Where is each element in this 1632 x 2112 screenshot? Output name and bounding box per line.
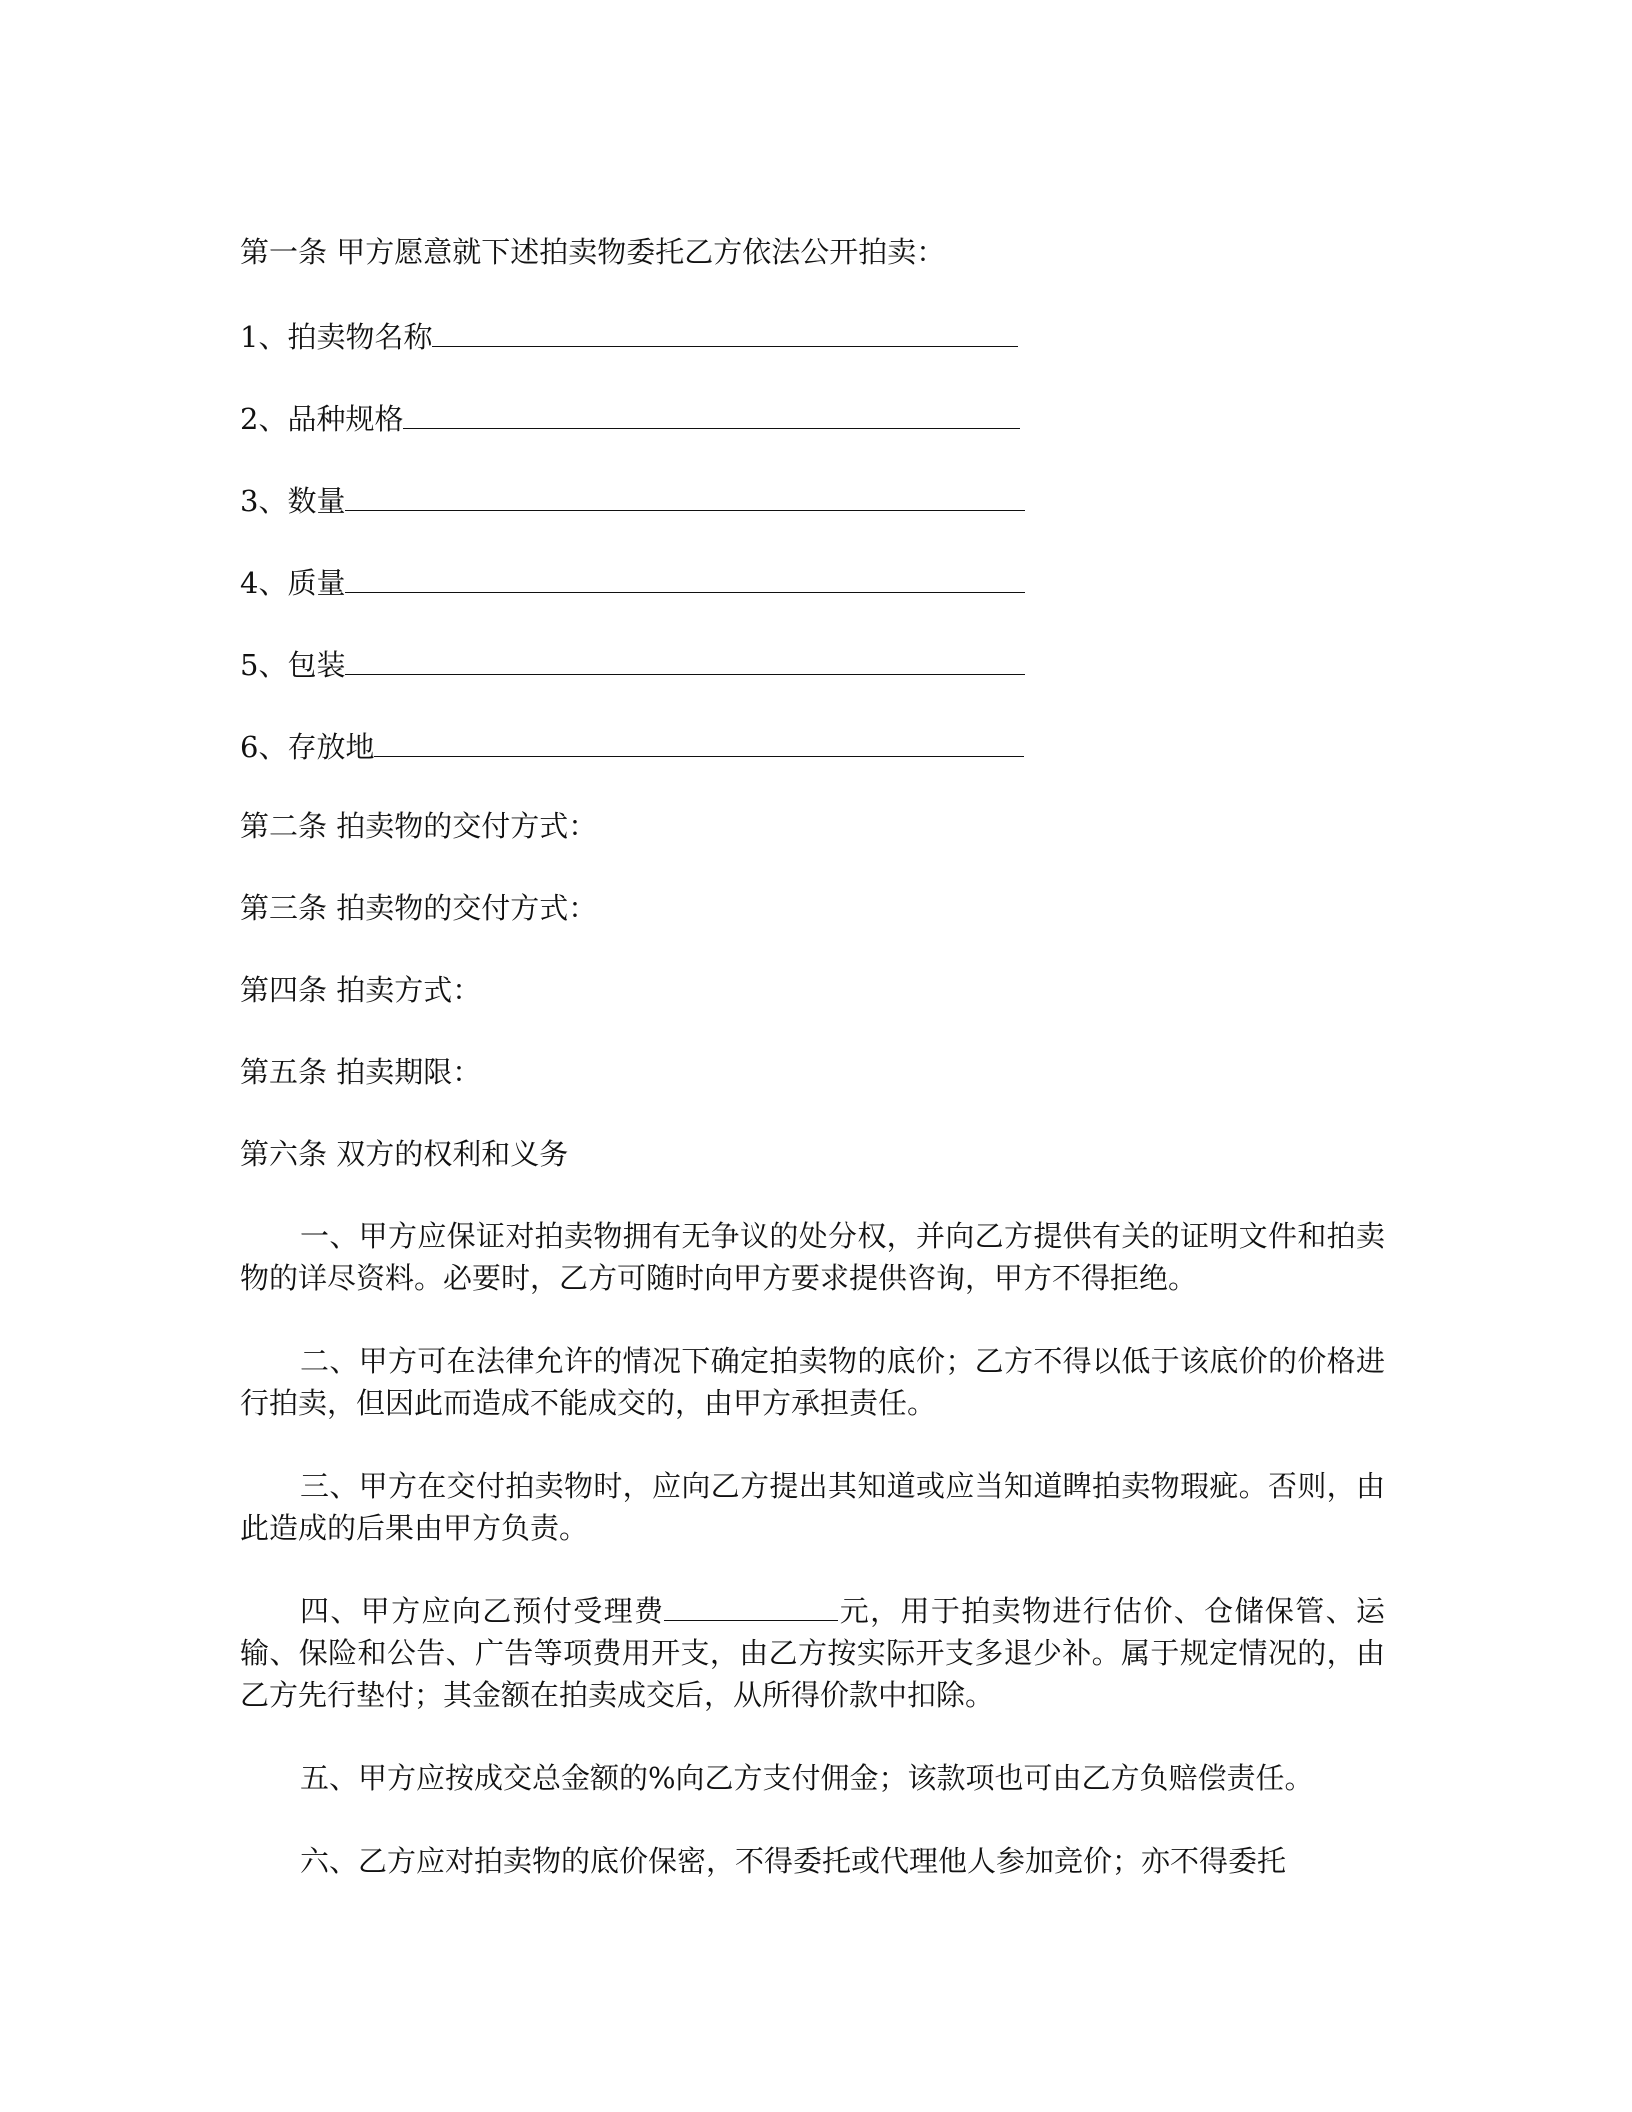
item-storage-row: [240, 724, 1024, 767]
item-spec-row: [240, 396, 1020, 439]
item-packaging-blank[interactable]: [345, 642, 1025, 675]
prepaid-fee-blank[interactable]: [664, 1590, 838, 1621]
item-quality-label: 4、质量: [240, 566, 346, 600]
clause-1: 一、甲方应保证对拍卖物拥有无争议的处分权，并向乙方提供有关的证明文件和拍卖物的详尽资料。必要时，乙方可随时向甲方要求提供咨询，甲方不得拒绝。: [240, 1219, 1385, 1295]
item-quality-row: [240, 560, 1025, 603]
item-quantity-label: 3、数量: [240, 484, 346, 518]
item-storage-blank[interactable]: [374, 724, 1024, 757]
article-1-heading: 第一条 甲方愿意就下述拍卖物委托乙方依法公开拍卖：: [240, 235, 946, 269]
article-6-heading: 第六条 双方的权利和义务: [240, 1137, 569, 1171]
clause-6: 六、乙方应对拍卖物的底价保密，不得委托或代理他人参加竞价；亦不得委托: [300, 1844, 1287, 1878]
article-3: 第三条 拍卖物的交付方式：: [240, 891, 598, 925]
item-name-label: 1、拍卖物名称: [240, 320, 433, 354]
clause-4-text-after: 元，用于拍卖物进行估价、仓储保管、运输、保险和公告、广告等项费用开支，由乙方按实际开支多退少补。属于规定情况的，由乙方先行垫付；其金额在拍卖成交后，从所得价款中扣除。: [240, 1594, 1385, 1712]
item-packaging-row: [240, 642, 1025, 685]
item-spec-label: 2、品种规格: [240, 402, 404, 436]
article-5: 第五条 拍卖期限：: [240, 1055, 482, 1089]
clause-4: [240, 1590, 1385, 1716]
item-quantity-row: [240, 478, 1025, 521]
item-quantity-blank[interactable]: [345, 478, 1025, 511]
item-name-blank[interactable]: [432, 314, 1018, 347]
item-quality-blank[interactable]: [345, 560, 1025, 593]
article-2: 第二条 拍卖物的交付方式：: [240, 809, 598, 843]
clause-5: 五、甲方应按成交总金额的%向乙方支付佣金；该款项也可由乙方负赔偿责任。: [300, 1761, 1314, 1795]
item-spec-blank[interactable]: [403, 396, 1020, 429]
clause-3: 三、甲方在交付拍卖物时，应向乙方提出其知道或应当知道睥拍卖物瑕疵。否则，由此造成的后果由甲方负责。: [240, 1469, 1385, 1545]
clause-4-text-before: 四、甲方应向乙预付受理费: [300, 1594, 665, 1628]
item-packaging-label: 5、包装: [240, 648, 346, 682]
article-4: 第四条 拍卖方式：: [240, 973, 482, 1007]
clause-2: 二、甲方可在法律允许的情况下确定拍卖物的底价；乙方不得以低于该底价的价格进行拍卖，但因此而造成不能成交的，由甲方承担责任。: [240, 1344, 1385, 1420]
item-storage-label: 6、存放地: [240, 730, 375, 764]
item-name-row: [240, 314, 1018, 357]
